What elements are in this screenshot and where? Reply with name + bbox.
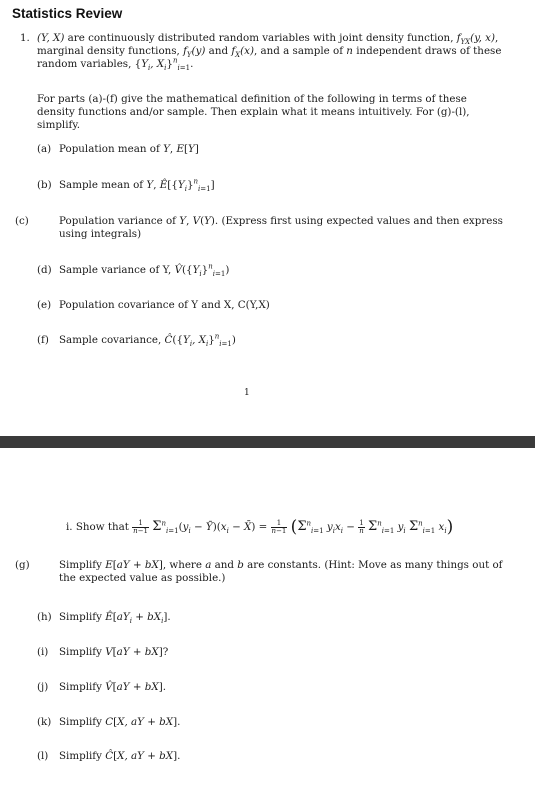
part-j: (j) Simplify V̂[aY + bX].	[37, 681, 167, 693]
document-title: Statistics Review	[12, 6, 123, 21]
part-c: (c) Population variance of Y, V(Y). (Express first using expected values and then express using integrals)	[15, 215, 503, 241]
part-h: (h) Simplify $Ê[aY_i + bX_i]$.	[37, 611, 171, 626]
question-instructions: For parts (a)-(f) give the mathematical definition of the following in terms of these density functions and/or sample. Then explain what it means intuitively. For (g)-(l), simplify.	[37, 93, 470, 132]
page-divider	[0, 436, 535, 448]
subpart-i: i. Show that $\frac{1}{n-1}$ $\Sigma^n_{i=1}(y_i$ − $Ȳ)(x_i$ − X̄) = $\frac{1}{n-1}$ ($\Sigma^n_{i=1}$ $y_ix_i$ − $\frac{1}{n}$ $\Sigma^n_{i=1}$ $y_i$ $\Sigma^n_{i=1}$ $x_i$)	[66, 517, 454, 537]
part-d: (d) Sample variance of Y, $V̂(\{Y_i\}^n_{i=1})$	[37, 262, 230, 279]
part-e: (e) Population covariance of Y and X, C(Y,X)	[37, 299, 270, 311]
part-b: (b) Sample mean of Y, $Ê[\{Y_i\}^n_{i=1}]$	[37, 177, 215, 194]
part-g: (g) Simplify E[aY + bX], where a and b are constants. (Hint: Move as many things out of the expected value as possible.)	[15, 559, 503, 585]
document-page-2	[0, 448, 535, 792]
part-f: (f) Sample covariance, $Ĉ(\{Y_i$, $X_i\}^n_{i=1}$)	[37, 332, 236, 349]
page-number: 1	[244, 388, 250, 398]
part-a: (a) Population mean of Y, E[Y]	[37, 143, 199, 155]
part-l: (l) Simplify Ĉ[X, aY + bX].	[37, 750, 181, 762]
part-k: (k) Simplify C[X, aY + bX].	[37, 716, 181, 728]
question-intro: (Y, X) are continuously distributed random variables with joint density function, $f_{YX}(y$, x), marginal density functions, $f_Y(y)$ and $f_X(x)$, and a sample of n independent draws of these random variables, {$Y_i$, $X_i\}^n_{i=1}$.	[37, 32, 502, 73]
part-i: (i) Simplify V[aY + bX]?	[37, 646, 169, 658]
question-number: 1.	[20, 32, 30, 44]
